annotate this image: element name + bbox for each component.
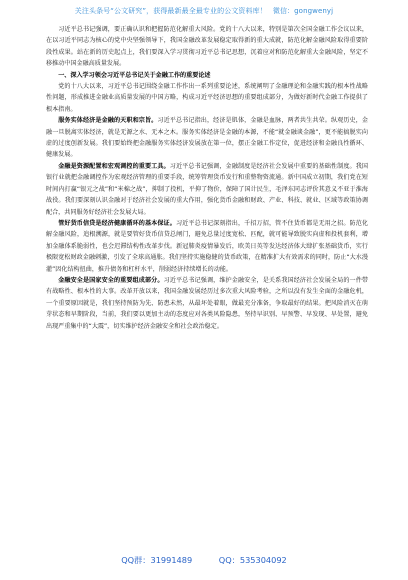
paragraph-intro: 习近平总书记强调，要正确认识和把握防范化解重大风险。党的十八大以来，特别是第次全国金融工作会议以来，在以习近平同志为核心的党中央坚强领导下，我国金融改革发展稳定取得新的重大成就，防范化解金融风险取得重要阶段性成果。站在新的历史起点上，我们要深入学习贯彻习近平总书记思想，沉着应对和防范化解重大金融风险，坚定不移推动中国金融高质量发展。 bbox=[46, 26, 368, 68]
watermark-header bbox=[0, 6, 408, 16]
paragraph-financial-security: 金融安全是国家安全的重要组成部分。习近平总书记强调，维护金融安全，是关系我国经济社会发展全局的一件带有战略性、根本性的大事。改革开放以来，我国金融发展经历过多次重大风险考验，之所以没有发生全面的金融危机，一个重要原因就是，我们坚持预防为先、防患未然，从最坏处着眼，做最充分准备，争取最好的结果。把风险消灭在萌芽状态和早期阶段，当前，我们要以更加主动的态度应对各类风险隐患，坚持早识别、早预警、早发现、早处置，避免出现严重集中的“大震”，切实维护经济金融安全和社会政治稳定。 bbox=[46, 276, 369, 330]
paragraph-real-economy: 服务实体经济是金融的天职和宗旨。习近平总书记指出，经济是肌体，金融是血脉，两者共生共荣。纵观历史，金融一旦脱离实体经济，就是无源之水、无本之木。服务实体经济是金融的本源，不能“就金融谈金融”，更不能搞脱实向虚的过度创新发展。我们要始终把金融服务实体经济发展放在第一位，摆正金融工作定位，促进经济和金融良性循环、健康发展。 bbox=[46, 117, 369, 159]
footer-qq-group: QQ群：31991489 bbox=[121, 555, 193, 565]
paragraph-monetary-credit: 管好货币信贷是经济健康循环的基本保证。习近平总书记深刻指出，千招万招，管不住货币都是无用之招。防范化解金融风险，追根溯源，就是要管好货币信贷总闸门，避免总量过度宽松、匹配，就可能导致脱实向虚和投机套利，增加金融体系脆弱性，也会迟滞结构性改革步伐。新冠肺炎疫情暴发后，欧美日英等发达经济体大肆扩张基础货币，实行极限宽松财政金融刺激，引发了全球高通胀。我们坚持实施稳健的货币政策，在精准扩大有效需求的同时，防止“大水漫灌”因化结构扭曲，推升债务和杠杆水平，削弱经济持续增长的动能。 bbox=[46, 219, 369, 273]
header-wechat-text: 微信：gongwenyj bbox=[272, 7, 334, 15]
section-heading: 一、深入学习领会习近平总书记关于金融工作的重要论述 bbox=[58, 71, 211, 79]
footer-contact bbox=[0, 555, 408, 566]
footer-qq: QQ：535304092 bbox=[218, 555, 287, 565]
paragraph-overview: 党的十八大以来，习近平总书记围绕金融工作作出一系列重要论述，系统阐明了金融理论和金融实践的根本性战略性问题，形成推进金融业高质量发展的中国方略，构成习近平经济思想的重要组成部分，为做好新时代金融工作提供了根本指南。 bbox=[46, 83, 368, 113]
header-promo-text: 关注头条号“公文研究”，获得最新最全最专业的公文资料库！ bbox=[74, 7, 267, 15]
document-body bbox=[46, 24, 368, 332]
paragraph-resource-allocation: 金融是资源配置和宏观调控的重要工具。习近平总书记强调，金融制度是经济社会发展中重要的基础性制度。我国银行业就把金融调控作为宏观经济管理的重要手段，统筹管理货币发行和重整物资流通。新中国成立初期，我们党在短时间内打赢“银元之战”和“米棉之战”，抑制了投机，平抑了物价，保障了国计民生，毛泽东同志评价其意义不亚于淮海战役。我们要深刻认识金融对于经济社会发展的重大作用，强化货币金融和财政、产业、科技、就业、区域等政策协调配合，共同服务好经济社会发展大局。 bbox=[46, 162, 369, 216]
